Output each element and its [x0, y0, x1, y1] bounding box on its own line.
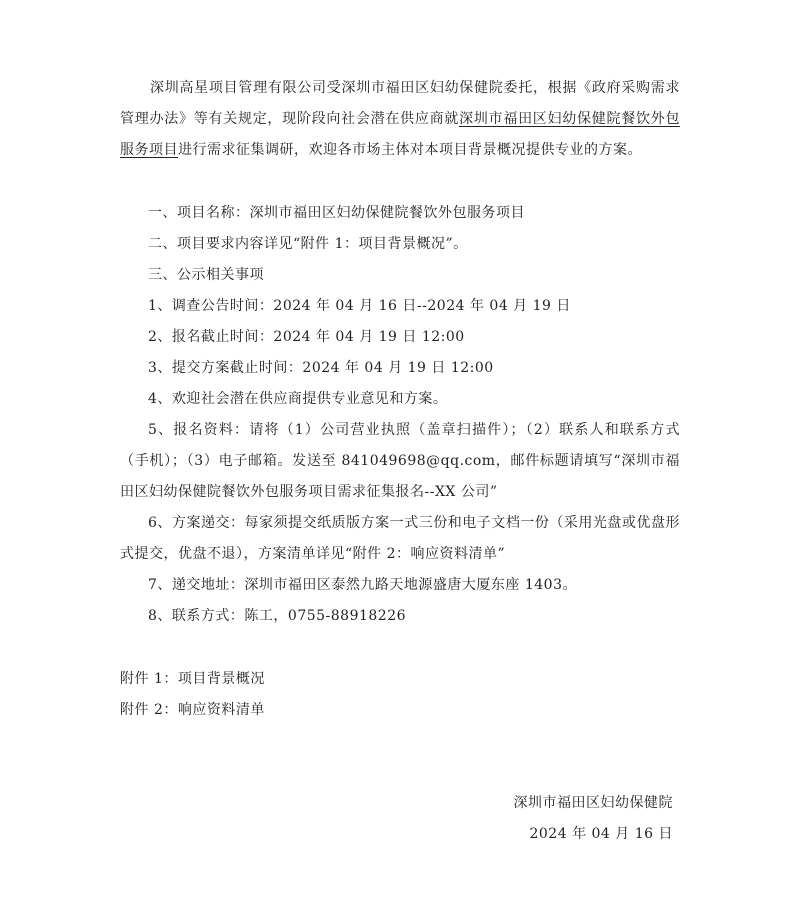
item-registration-deadline: 2、报名截止时间：2024 年 04 月 19 日 12:00	[148, 329, 465, 345]
attachment-1: 附件 1：项目背景概况	[120, 671, 265, 687]
intro-text-part1: 深圳高星项目管理有限公司受深圳市福田区妇幼保健院委托，根据《政府采购需求管理办法》等有关规定，现阶段向社会潜在供应商就	[120, 80, 680, 127]
intro-text-part2: 进行需求征集调研，欢迎各市场主体对本项目背景概况提供专业的方案。	[178, 142, 642, 158]
item-proposal-submission: 6、方案递交：每家须提交纸质版方案一式三份和电子文档一份（采用光盘或优盘形式提交，优盘不退），方案清单详见“附件 2：响应资料清单”	[120, 515, 680, 562]
section-requirements: 二、项目要求内容详见“附件 1：项目背景概况”。	[148, 236, 468, 252]
intro-paragraph	[120, 73, 680, 166]
section-notices-heading: 三、公示相关事项	[148, 267, 264, 283]
item-proposal-deadline: 3、提交方案截止时间：2024 年 04 月 19 日 12:00	[148, 360, 494, 376]
signature-organization: 深圳市福田区妇幼保健院	[513, 795, 673, 811]
item-survey-period: 1、调查公告时间：2024 年 04 月 16 日--2024 年 04 月 19 日	[148, 298, 571, 314]
section-project-name: 一、项目名称：深圳市福田区妇幼保健院餐饮外包服务项目	[148, 205, 525, 221]
signature-date: 2024 年 04 月 16 日	[529, 826, 673, 842]
item-welcome-suppliers: 4、欢迎社会潜在供应商提供专业意见和方案。	[148, 391, 448, 407]
project-name-underlined: 深圳市福田区妇幼保健院餐饮外包服务项目	[120, 111, 680, 158]
item-contact: 8、联系方式：陈工，0755-88918226	[148, 608, 407, 624]
item-submission-address: 7、递交地址：深圳市福田区泰然九路天地源盛唐大厦东座 1403。	[148, 577, 577, 593]
attachment-2: 附件 2：响应资料清单	[120, 702, 265, 718]
item-registration-materials: 5、报名资料：请将（1）公司营业执照（盖章扫描件）；（2）联系人和联系方式（手机）；（3）电子邮箱。发送至 841049698@qq.com，邮件标题请填写“深圳市福田区妇幼保健院餐饮外包服务项目需求征集报名--XX 公司”	[120, 422, 680, 500]
